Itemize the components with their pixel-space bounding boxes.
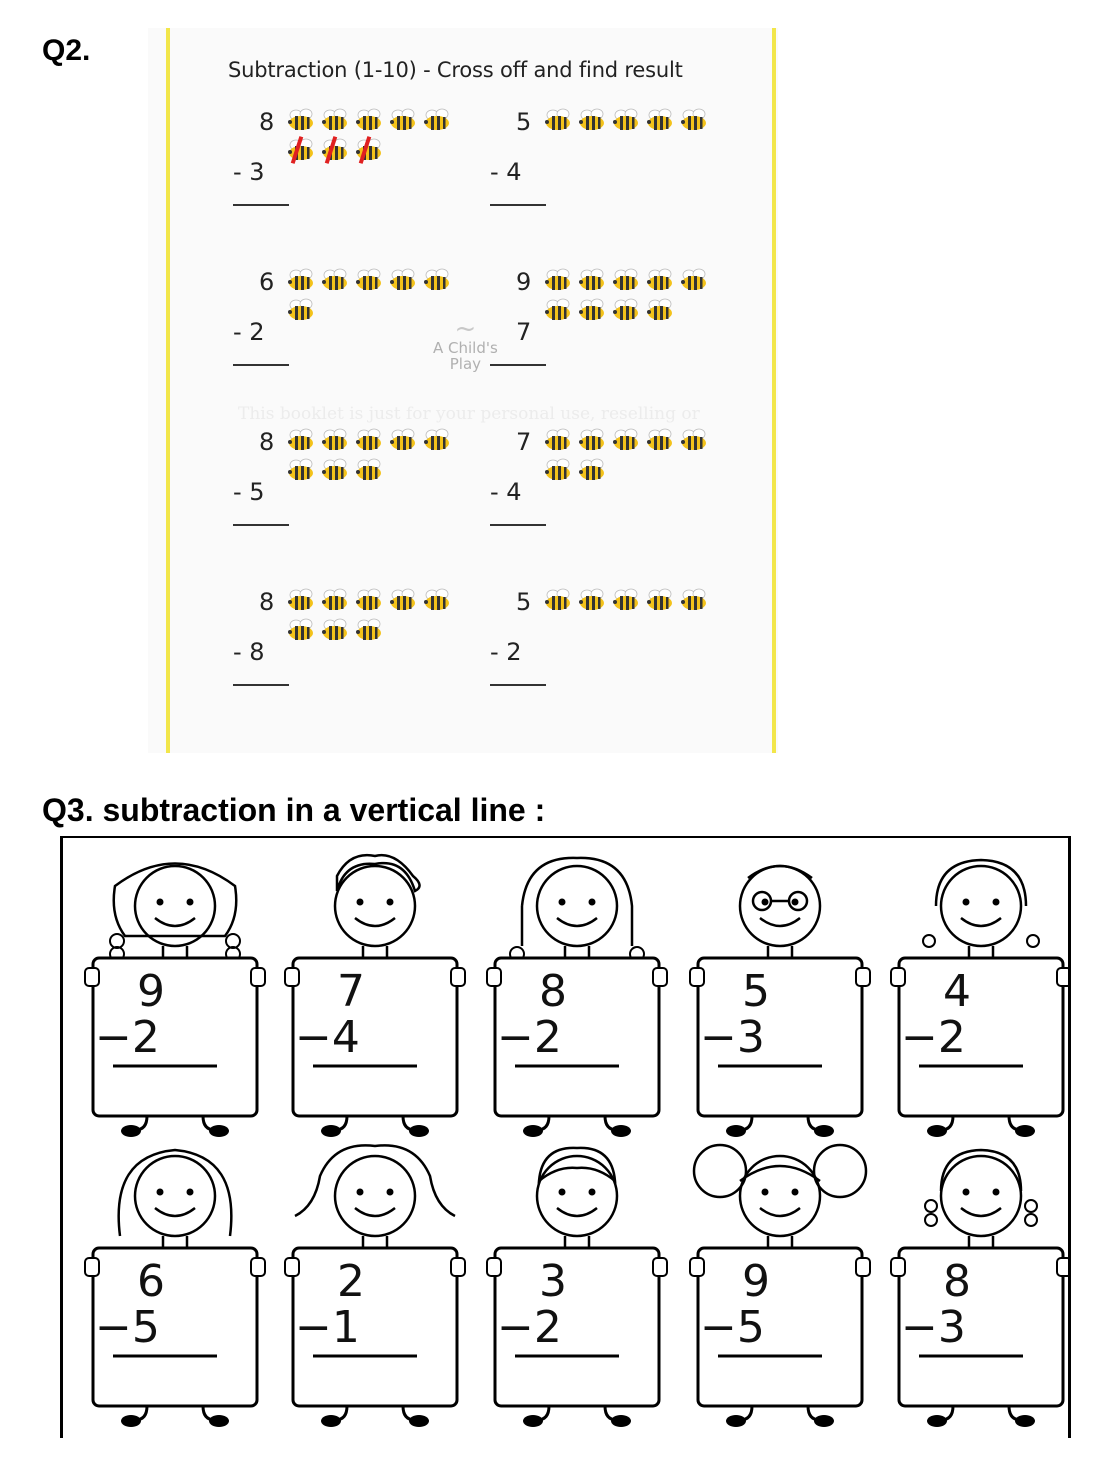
bee-icon[interactable] xyxy=(319,108,353,132)
kid-holding-card xyxy=(881,1136,1071,1431)
card-subtrahend: −5 xyxy=(95,1302,160,1353)
kids-subtraction-worksheet xyxy=(60,836,1071,1438)
minuend: 9 xyxy=(516,268,532,296)
bee-icon[interactable] xyxy=(576,458,610,482)
kid-holding-card xyxy=(881,846,1071,1141)
bee-row xyxy=(542,298,678,322)
bee-icon[interactable] xyxy=(319,138,353,162)
kid-holding-card xyxy=(75,846,275,1141)
bee-icon[interactable] xyxy=(353,268,387,292)
question-2-label: Q2. xyxy=(42,34,91,67)
subtraction-problem xyxy=(490,268,750,378)
bee-row xyxy=(542,588,712,612)
bee-icon[interactable] xyxy=(644,268,678,292)
bee-icon[interactable] xyxy=(678,268,712,292)
bee-icon[interactable] xyxy=(353,138,387,162)
bee-row xyxy=(285,588,455,612)
minuend: 8 xyxy=(259,108,275,136)
subtrahend: - 5 xyxy=(233,478,265,506)
kid-holding-card xyxy=(477,1136,677,1431)
bee-icon[interactable] xyxy=(285,618,319,642)
minuend: 8 xyxy=(259,428,275,456)
answer-line[interactable] xyxy=(490,684,546,686)
subtrahend: 7 xyxy=(516,318,532,346)
bee-icon[interactable] xyxy=(285,138,319,162)
bee-icon[interactable] xyxy=(387,268,421,292)
bee-icon[interactable] xyxy=(576,298,610,322)
bee-row xyxy=(285,428,455,452)
bee-icon[interactable] xyxy=(542,268,576,292)
card-minuend: 8 xyxy=(943,1256,971,1307)
kid-holding-card xyxy=(680,1136,880,1431)
subtrahend: - 8 xyxy=(233,638,265,666)
answer-line[interactable] xyxy=(233,684,289,686)
bee-row xyxy=(285,458,387,482)
card-minuend: 7 xyxy=(337,966,365,1017)
bee-icon[interactable] xyxy=(353,618,387,642)
bee-icon[interactable] xyxy=(353,588,387,612)
subtraction-problem xyxy=(233,588,493,698)
minuend: 5 xyxy=(516,108,532,136)
bee-icon[interactable] xyxy=(576,588,610,612)
card-minuend: 9 xyxy=(137,966,165,1017)
minuend: 8 xyxy=(259,588,275,616)
bee-icon[interactable] xyxy=(387,588,421,612)
bee-icon[interactable] xyxy=(678,108,712,132)
bee-row xyxy=(285,268,455,292)
card-subtrahend: −5 xyxy=(700,1302,765,1353)
watermark-line-1: A Child's xyxy=(433,339,498,357)
answer-line[interactable] xyxy=(233,524,289,526)
bee-icon[interactable] xyxy=(319,458,353,482)
kid-holding-card xyxy=(680,846,880,1141)
faint-copyright-text: This booklet is just for your personal use, reselling or xyxy=(238,404,700,424)
bee-icon[interactable] xyxy=(353,108,387,132)
bee-icon[interactable] xyxy=(319,268,353,292)
kid-holding-card xyxy=(477,846,677,1141)
bee-icon[interactable] xyxy=(576,428,610,452)
bee-icon[interactable] xyxy=(421,588,455,612)
margin-line-left xyxy=(166,28,170,753)
minuend: 6 xyxy=(259,268,275,296)
subtraction-problem xyxy=(233,268,493,378)
bee-row xyxy=(542,268,712,292)
subtrahend: - 4 xyxy=(490,158,522,186)
card-subtrahend: −2 xyxy=(95,1012,160,1063)
subtraction-problem xyxy=(490,588,750,698)
minuend: 7 xyxy=(516,428,532,456)
question-3-label: Q3. subtraction in a vertical line : xyxy=(42,792,546,828)
bee-icon[interactable] xyxy=(319,588,353,612)
bee-icon[interactable] xyxy=(610,428,644,452)
card-minuend: 6 xyxy=(137,1256,165,1307)
margin-line-right xyxy=(772,28,776,753)
card-minuend: 9 xyxy=(742,1256,770,1307)
card-subtrahend: −3 xyxy=(700,1012,765,1063)
card-subtrahend: −1 xyxy=(295,1302,360,1353)
subtraction-problem xyxy=(233,108,493,218)
card-minuend: 8 xyxy=(539,966,567,1017)
bee-icon[interactable] xyxy=(542,458,576,482)
bee-icon[interactable] xyxy=(542,428,576,452)
bee-row xyxy=(285,618,387,642)
bee-icon[interactable] xyxy=(353,458,387,482)
worksheet-title: Subtraction (1-10) - Cross off and find result xyxy=(228,58,683,82)
bee-icon[interactable] xyxy=(285,588,319,612)
subtraction-problem xyxy=(490,428,750,538)
answer-line[interactable] xyxy=(490,364,546,366)
card-subtrahend: −4 xyxy=(295,1012,360,1063)
bee-icon[interactable] xyxy=(678,588,712,612)
bee-icon[interactable] xyxy=(387,108,421,132)
minuend: 5 xyxy=(516,588,532,616)
bee-icon[interactable] xyxy=(644,588,678,612)
bee-row xyxy=(542,458,610,482)
answer-line[interactable] xyxy=(490,524,546,526)
kid-holding-card xyxy=(275,1136,475,1431)
card-subtrahend: −2 xyxy=(497,1302,562,1353)
bee-icon[interactable] xyxy=(542,298,576,322)
card-minuend: 4 xyxy=(943,966,971,1017)
subtraction-problem xyxy=(490,108,750,218)
bee-row xyxy=(285,108,455,132)
subtraction-problem xyxy=(233,428,493,538)
subtrahend: - 2 xyxy=(490,638,522,666)
bee-row xyxy=(285,298,319,322)
bee-icon[interactable] xyxy=(542,108,576,132)
bee-icon[interactable] xyxy=(353,428,387,452)
bee-icon[interactable] xyxy=(644,298,678,322)
bee-icon[interactable] xyxy=(644,428,678,452)
card-subtrahend: −3 xyxy=(901,1302,966,1353)
bee-icon[interactable] xyxy=(285,108,319,132)
bee-icon[interactable] xyxy=(610,108,644,132)
bee-icon[interactable] xyxy=(610,268,644,292)
bee-icon[interactable] xyxy=(610,298,644,322)
card-subtrahend: −2 xyxy=(901,1012,966,1063)
kid-holding-card xyxy=(75,1136,275,1431)
bee-icon[interactable] xyxy=(610,588,644,612)
card-subtrahend: −2 xyxy=(497,1012,562,1063)
bee-row xyxy=(542,108,712,132)
subtrahend: - 2 xyxy=(233,318,265,346)
bee-subtraction-worksheet xyxy=(148,28,778,753)
subtrahend: - 4 xyxy=(490,478,522,506)
bee-row xyxy=(285,138,387,162)
bee-row xyxy=(542,428,712,452)
bee-icon[interactable] xyxy=(421,268,455,292)
bee-icon[interactable] xyxy=(542,588,576,612)
bee-icon[interactable] xyxy=(387,428,421,452)
answer-line[interactable] xyxy=(233,364,289,366)
bee-icon[interactable] xyxy=(285,268,319,292)
card-minuend: 3 xyxy=(539,1256,567,1307)
bee-icon[interactable] xyxy=(576,108,610,132)
bee-icon[interactable] xyxy=(421,108,455,132)
bee-icon[interactable] xyxy=(678,428,712,452)
card-minuend: 5 xyxy=(742,966,770,1017)
card-minuend: 2 xyxy=(337,1256,365,1307)
bee-icon[interactable] xyxy=(285,458,319,482)
watermark-logo: ~ A Child's Play xyxy=(433,314,498,373)
bee-icon[interactable] xyxy=(644,108,678,132)
bee-icon[interactable] xyxy=(285,298,319,322)
kid-holding-card xyxy=(275,846,475,1141)
bee-icon[interactable] xyxy=(285,428,319,452)
answer-line[interactable] xyxy=(490,204,546,206)
bee-icon[interactable] xyxy=(319,428,353,452)
bee-icon[interactable] xyxy=(421,428,455,452)
watermark-line-2: Play xyxy=(449,355,482,373)
subtrahend: - 3 xyxy=(233,158,265,186)
bee-icon[interactable] xyxy=(319,618,353,642)
bee-icon[interactable] xyxy=(576,268,610,292)
answer-line[interactable] xyxy=(233,204,289,206)
